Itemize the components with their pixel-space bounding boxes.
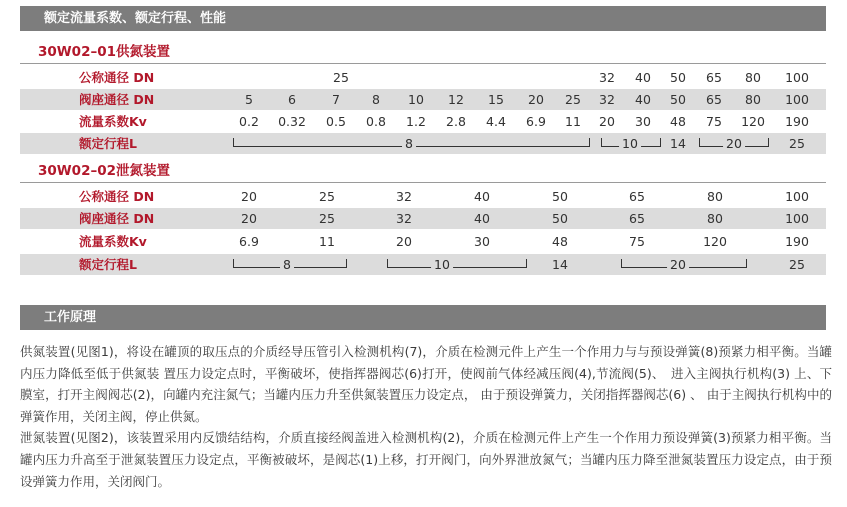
table-cell: 10	[619, 133, 641, 154]
table-cell: 15	[488, 92, 504, 107]
table-cell: 6.9	[239, 234, 259, 249]
model2-title: 30W02–02泄氮装置	[38, 163, 171, 179]
table-cell: 40	[635, 92, 651, 107]
table-cell: 50	[670, 70, 686, 85]
table-cell: 32	[599, 92, 615, 107]
section-title: 工作原理	[44, 310, 97, 325]
table-cell: 100	[785, 211, 809, 226]
table-cell: 80	[707, 189, 723, 204]
divider	[20, 182, 826, 183]
table-cell: 120	[741, 114, 765, 129]
table-cell: 25	[565, 92, 581, 107]
table-cell: 100	[785, 70, 809, 85]
table-cell: 1.2	[406, 114, 426, 129]
table-cell: 20	[241, 211, 257, 226]
table-cell: 30	[474, 234, 490, 249]
table-cell: 20	[396, 234, 412, 249]
table-cell: 75	[629, 234, 645, 249]
row-label: 公称通径 DN	[79, 189, 155, 204]
section-header-principle	[20, 305, 826, 330]
table-cell: 10	[408, 92, 424, 107]
paragraph-relief: 泄氮装置(见图2)，该装置采用内反馈结结构，介质直接经阀盖进入检测机构(2)，介质在检测元件上产生一个作用力预设弹簧(3)预紧力相平衡。当罐内压力升高至于泄氮装置压力设定点，平衡被破坏，是阀芯(1)上移，打开阀门，向外界泄放氮气；当罐内压力降至泄氮装置压力设定点，由于预设弹簧力作用，关闭阀门。	[20, 430, 832, 489]
table-cell: 40	[474, 189, 490, 204]
table-cell: 65	[629, 211, 645, 226]
table-cell: 11	[319, 234, 335, 249]
model1-title: 30W02–01供氮装置	[38, 44, 171, 60]
table-cell: 14	[552, 257, 568, 272]
table-cell: 10	[431, 254, 453, 275]
table-cell: 80	[745, 92, 761, 107]
table-cell: 80	[745, 70, 761, 85]
table-cell: 0.2	[239, 114, 259, 129]
row-label: 阀座通径 DN	[79, 92, 155, 107]
table-cell: 6	[288, 92, 296, 107]
table-row	[20, 89, 826, 110]
table-cell: 48	[670, 114, 686, 129]
table-cell: 65	[706, 70, 722, 85]
table-row	[20, 231, 826, 252]
table-cell: 8	[280, 254, 294, 275]
table-cell: 50	[552, 211, 568, 226]
table-cell: 120	[703, 234, 727, 249]
table-cell: 20	[528, 92, 544, 107]
table-cell: 32	[396, 189, 412, 204]
range-bracket	[387, 259, 527, 268]
table-cell: 100	[785, 189, 809, 204]
table-cell: 6.9	[526, 114, 546, 129]
row-label: 阀座通径 DN	[79, 211, 155, 226]
table-cell: 20	[723, 133, 745, 154]
table-cell: 48	[552, 234, 568, 249]
table-cell: 40	[474, 211, 490, 226]
table-cell: 14	[670, 136, 686, 151]
table-cell: 12	[448, 92, 464, 107]
table-cell: 20	[667, 254, 689, 275]
table-row	[20, 133, 826, 154]
row-label: 流量系数Kv	[79, 114, 147, 129]
table-row	[20, 254, 826, 275]
table-cell: 8	[402, 133, 416, 154]
table-cell: 50	[670, 92, 686, 107]
table-cell: 4.4	[486, 114, 506, 129]
table-cell: 25	[319, 211, 335, 226]
table-cell: 25	[333, 70, 349, 85]
table-cell: 65	[629, 189, 645, 204]
table-cell: 100	[785, 92, 809, 107]
table-cell: 50	[552, 189, 568, 204]
table-cell: 20	[599, 114, 615, 129]
table-cell: 20	[241, 189, 257, 204]
table-row	[20, 186, 826, 207]
table-cell: 80	[707, 211, 723, 226]
section-header-performance	[20, 6, 826, 31]
table-cell: 0.8	[366, 114, 386, 129]
table-cell: 32	[599, 70, 615, 85]
table-cell: 5	[245, 92, 253, 107]
table-row	[20, 208, 826, 229]
table-cell: 0.32	[278, 114, 306, 129]
table-cell: 0.5	[326, 114, 346, 129]
table-cell: 25	[789, 257, 805, 272]
table-cell: 8	[372, 92, 380, 107]
table-row	[20, 67, 826, 88]
table-cell: 75	[706, 114, 722, 129]
table-cell: 32	[396, 211, 412, 226]
table-cell: 11	[565, 114, 581, 129]
table-cell: 25	[789, 136, 805, 151]
table-cell: 190	[785, 234, 809, 249]
table-cell: 25	[319, 189, 335, 204]
table-cell: 65	[706, 92, 722, 107]
table-row	[20, 111, 826, 132]
row-label: 公称通径 DN	[79, 70, 155, 85]
row-label: 额定行程L	[79, 257, 137, 272]
section-title: 额定流量系数、额定行程、性能	[44, 11, 227, 26]
table-cell: 7	[332, 92, 340, 107]
divider	[20, 63, 826, 64]
row-label: 流量系数Kv	[79, 234, 147, 249]
table-cell: 190	[785, 114, 809, 129]
table-cell: 40	[635, 70, 651, 85]
table-cell: 30	[635, 114, 651, 129]
row-label: 额定行程L	[79, 136, 137, 151]
paragraph-supply: 供氮装置(见图1)，将设在罐顶的取压点的介质经导压管引入检测机构(7)，介质在检测元件上产生一个作用力与与预设弹簧(8)预紧力相平衡。当罐内压力降低至低于供氮装 置压力设定点时，平衡破坏，使指挥器阀芯(6)打开，使阀前气体经减压阀(4),节流阀(5)、 进入主阀执行机构(3) 上、下膜室，打开主阀阀芯(2)，向罐内充注氮气；当罐内压力升至供氮装置压力设定点， 由于预设弹簧力，关闭指挥器阀芯(6) 、 由于主阀执行机构中的弹簧作用，关闭主阀，停止供氮。	[20, 344, 832, 424]
table-cell: 2.8	[446, 114, 466, 129]
principle-text	[20, 341, 832, 492]
